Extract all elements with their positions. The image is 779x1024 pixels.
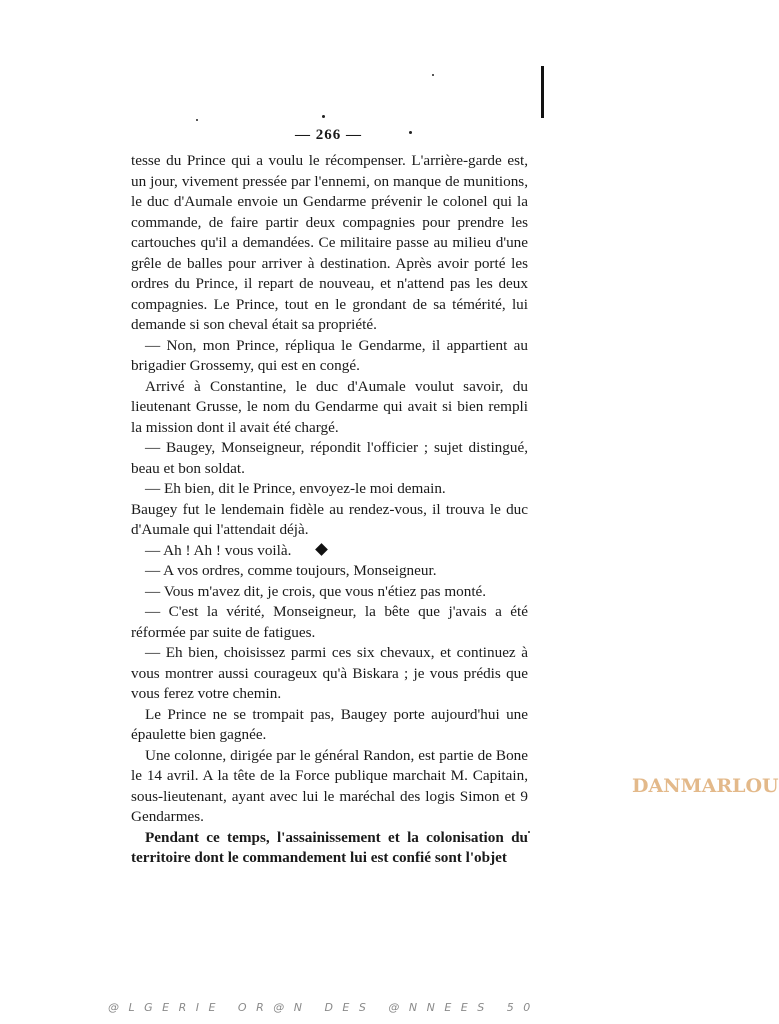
ink-speck [528,831,530,833]
paragraph: — Eh bien, dit le Prince, envoyez-le moi demain. [145,480,446,497]
paragraph: — Vous m'avez dit, je crois, que vous n'étiez pas monté. [145,582,487,600]
paragraph: Baugey fut le lendemain fidèle au rendez-vous, il trouva le duc d'Aumale qui l'attendait déjà. [131,500,528,538]
paragraph: — A vos ordres, comme toujours, Monseigneur. [145,562,437,579]
watermark: DANMARLOU [632,775,779,797]
paragraph: Arrivé à Constantine, le duc d'Aumale voulut savoir, du lieutenant Grusse, le nom du Gendarme qui avait si bien rempli la mission dont il avait été chargé. [131,377,528,436]
margin-bar [541,66,544,118]
page-number: — 266 — [295,127,362,143]
paragraph: — Non, mon Prince, répliqua le Gendarme, il appartient au brigadier Grossemy, qui est en congé. [131,336,528,374]
paragraph: — Eh bien, choisissez parmi ces six chevaux, et continuez à vous montrer aussi courageux qu'à Biskara ; je vous prédis que vous ferez votre chemin. [131,644,528,702]
diamond-mark [316,543,329,556]
paragraph: — Baugey, Monseigneur, répondit l'officier ; sujet distingué, beau et bon soldat. [131,439,528,477]
footer: @LGERIE OR@N DES @NNEES 50 [108,1001,540,1014]
paragraph: Le Prince ne se trompait pas, Baugey porte aujourd'hui une épaulette bien gagnée. [131,705,528,743]
paragraph: tesse du Prince qui a voulu le récompenser. L'arrière-garde est, un jour, vivement pressée par l'ennemi, on manque de munitions, le duc d'Aumale envoie un Gendarme prévenir le colonel qui la commande, de faire partir deux compagnies pour prendre les cartouches qu'il a demandées. Ce militaire passe au milieu d'une grêle de balles pour arriver à destination. Après avoir porté les ordres du Prince, il repart de nouveau, et n'attend pas les deux compagnies. Le Prince, tout en le grondant de sa témérité, lui demande si son cheval était sa propriété. [131,152,528,333]
paragraph: Une colonne, dirigée par le général Randon, est partie de Bone le 14 avril. A la tête de la Force publique marchait M. Capitain, sous-lieutenant, ayant avec lui le maréchal des logis Simon et 9 Gendarmes. [131,746,528,825]
paragraph [131,541,528,562]
paragraph: — C'est la vérité, Monseigneur, la bête que j'avais a été réformée par suite de fatigues. [131,603,528,641]
paragraph: Pendant ce temps, l'assainissement et la colonisation du territoire dont le commandement lui est confié sont l'objet [131,828,528,866]
ink-speck [322,115,325,118]
paragraph-text: — Ah ! Ah ! vous voilà. [145,541,292,559]
ink-speck [196,119,198,121]
ink-speck [409,131,412,134]
body-text [131,151,528,869]
ink-speck [432,74,434,76]
